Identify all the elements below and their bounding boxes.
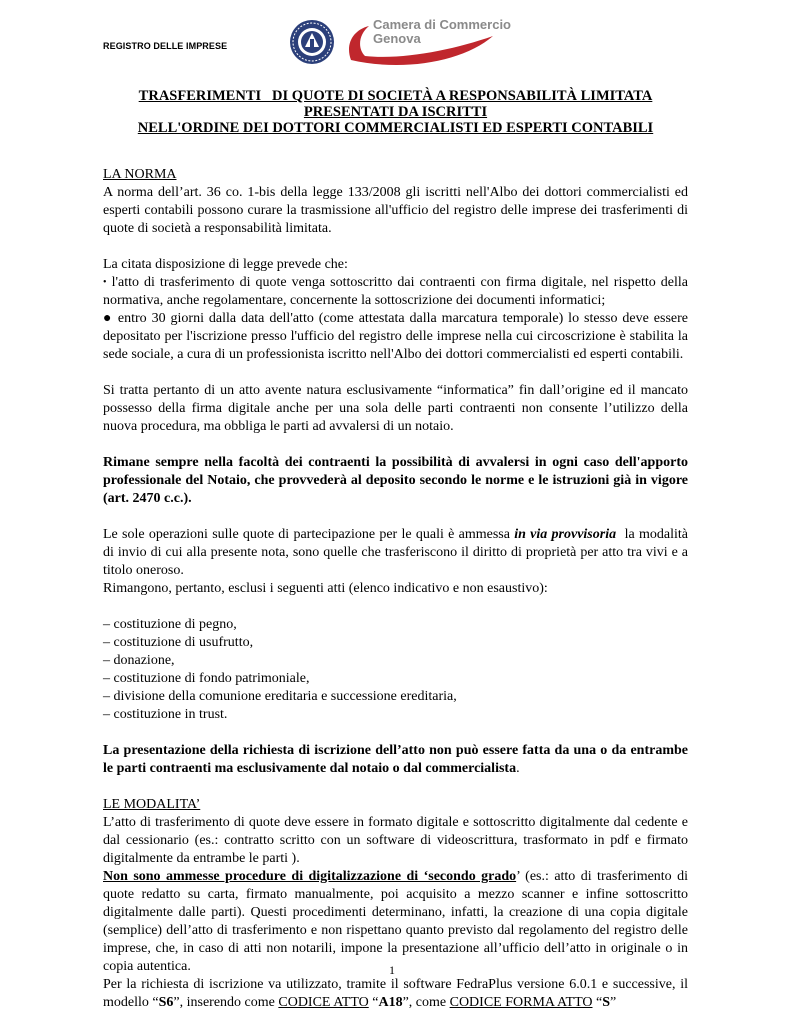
list-item: – costituzione in trust.	[103, 707, 228, 722]
codice-atto-value: A18	[378, 995, 403, 1010]
paragraph: L’atto di trasferimento di quote deve essere in formato digitale e sottoscritto digitalmente dal cedente e dal cessionario (es.: contratto scritto con un software di videoscrittura, trasformato in pdf e firmato digitalmente da entrambe le parti ).	[103, 815, 688, 866]
list-item: – divisione della comunione ereditaria e successione ereditaria,	[103, 689, 457, 704]
bold-text: La presentazione della richiesta di iscrizione dell’atto non può essere fatta da una o da entrambe le parti contraenti ma esclusivamente dal notaio o dal commercialista	[103, 743, 688, 776]
paragraph	[103, 526, 692, 580]
bullet-marker: ●	[103, 311, 113, 326]
text-run: ”, come	[402, 995, 450, 1010]
text-run: ’ (es.: atto di trasferimento di quote redatto su carta, firmato manualmente, poi acquisito a mezzo scanner e infine sottoscritto digitalmente dalle parti). Questi procedimenti determinano, infatti, la creazione di una copia digitale (semplice) dell’atto di trasferimento e non rispettano quanto previsto dal regolamento del registro delle imprese, che, in caso di atti non notarili, impone la presentazione all’ufficio dell’atto in originale o in copia autentica.	[103, 869, 689, 974]
bullet-item	[103, 310, 688, 364]
text-run: .	[516, 761, 520, 776]
section-heading-norma: LA NORMA	[103, 167, 177, 182]
paragraph	[103, 742, 688, 778]
chamber-seal-icon	[289, 19, 335, 65]
brand-name: Camera di Commercio	[373, 17, 511, 32]
text-run: Per la richiesta di iscrizione va utilizzato, tramite il software FedraPlus versione 6.0.1 e successive, il modello “	[103, 977, 688, 1010]
list-item: – costituzione di pegno,	[103, 617, 237, 632]
paragraph: Rimangono, pertanto, esclusi i seguenti atti (elenco indicativo e non esaustivo):	[103, 581, 548, 596]
codice-atto-label: CODICE ATTO	[278, 995, 369, 1010]
section-heading-modalita: LE MODALITA’	[103, 797, 201, 812]
page-number: 1	[389, 963, 395, 977]
title-line: PRESENTATI DA ISCRITTI	[303, 104, 488, 120]
list-item: – costituzione di usufrutto,	[103, 635, 254, 650]
list-item: – donazione,	[103, 653, 175, 668]
text-run: Le sole operazioni sulle quote di partecipazione per le quali è ammessa	[103, 527, 515, 542]
paragraph: A norma dell’art. 36 co. 1-bis della legge 133/2008 gli iscritti nell'Albo dei dottori commercialisti ed esperti contabili possono curare la trasmissione all'ufficio del registro delle imprese dei trasferimenti di quote di società a responsabilità limitata.	[103, 185, 688, 236]
bullet-text: entro 30 giorni dalla data dell'atto (come attestata dalla marcatura temporale) lo stesso deve essere depositato per l'iscrizione presso l'ufficio del registro delle imprese nella cui circoscrizione è stabilita la sede sociale, a cura di un professionista iscritto nell'Albo dei dottori commercialisti ed esperti contabili.	[103, 311, 688, 362]
registry-label: REGISTRO DELLE IMPRESE	[103, 41, 228, 51]
bold-underlined-text: Non sono ammesse procedure di digitalizzazione di ‘secondo grado	[103, 869, 517, 884]
text-run: la modalità di invio di cui alla presente nota, sono quelle che trasferiscono il diritto di proprietà per atto tra vivi e a titolo oneroso.	[103, 527, 692, 578]
title-line: NELL'ORDINE DEI DOTTORI COMMERCIALISTI ED ESPERTI CONTABILI	[137, 120, 654, 136]
emphasis: in via provvisoria	[514, 527, 617, 542]
document-body	[103, 166, 692, 1012]
paragraph: La citata disposizione di legge prevede che:	[103, 257, 348, 272]
text-run: ”	[610, 995, 617, 1010]
document-title	[104, 88, 687, 136]
bold-paragraph: Rimane sempre nella facoltà dei contraenti la possibilità di avvalersi in ogni caso dell'apporto professionale del Notaio, che provvederà al deposito secondo le norme e le istruzioni già in vigore (art. 2470 c.c.).	[103, 455, 688, 506]
text-run: ”, inserendo come	[173, 995, 279, 1010]
list-item: – costituzione di fondo patrimoniale,	[103, 671, 310, 686]
text-run: “	[592, 995, 603, 1010]
codice-forma-label: CODICE FORMA ATTO	[449, 995, 593, 1010]
text-run: “	[368, 995, 379, 1010]
codice-forma-value: S	[602, 995, 611, 1010]
paragraph: Si tratta pertanto di un atto avente natura esclusivamente “informatica” fin dall’origine ed il mancato possesso della firma digitale anche per una sola delle parti contraenti non consente l’utilizzo della nuova procedura, ma obbliga le parti ad avvalersi di un notaio.	[103, 383, 688, 434]
bullet-marker: •	[103, 277, 107, 288]
paragraph	[103, 868, 688, 976]
title-line: TRASFERIMENTI DI QUOTE DI SOCIETÀ A RESPONSABILITÀ LIMITATA	[138, 88, 653, 104]
paragraph	[103, 976, 688, 1012]
bullet-text: l'atto di trasferimento di quote venga sottoscritto dai contraenti con firma digitale, nel rispetto della normativa, anche regolamentare, concernente la sottoscrizione dei documenti informatici;	[103, 275, 689, 308]
bullet-item	[103, 274, 688, 310]
brand-city: Genova	[373, 31, 421, 46]
model-code: S6	[158, 995, 174, 1010]
